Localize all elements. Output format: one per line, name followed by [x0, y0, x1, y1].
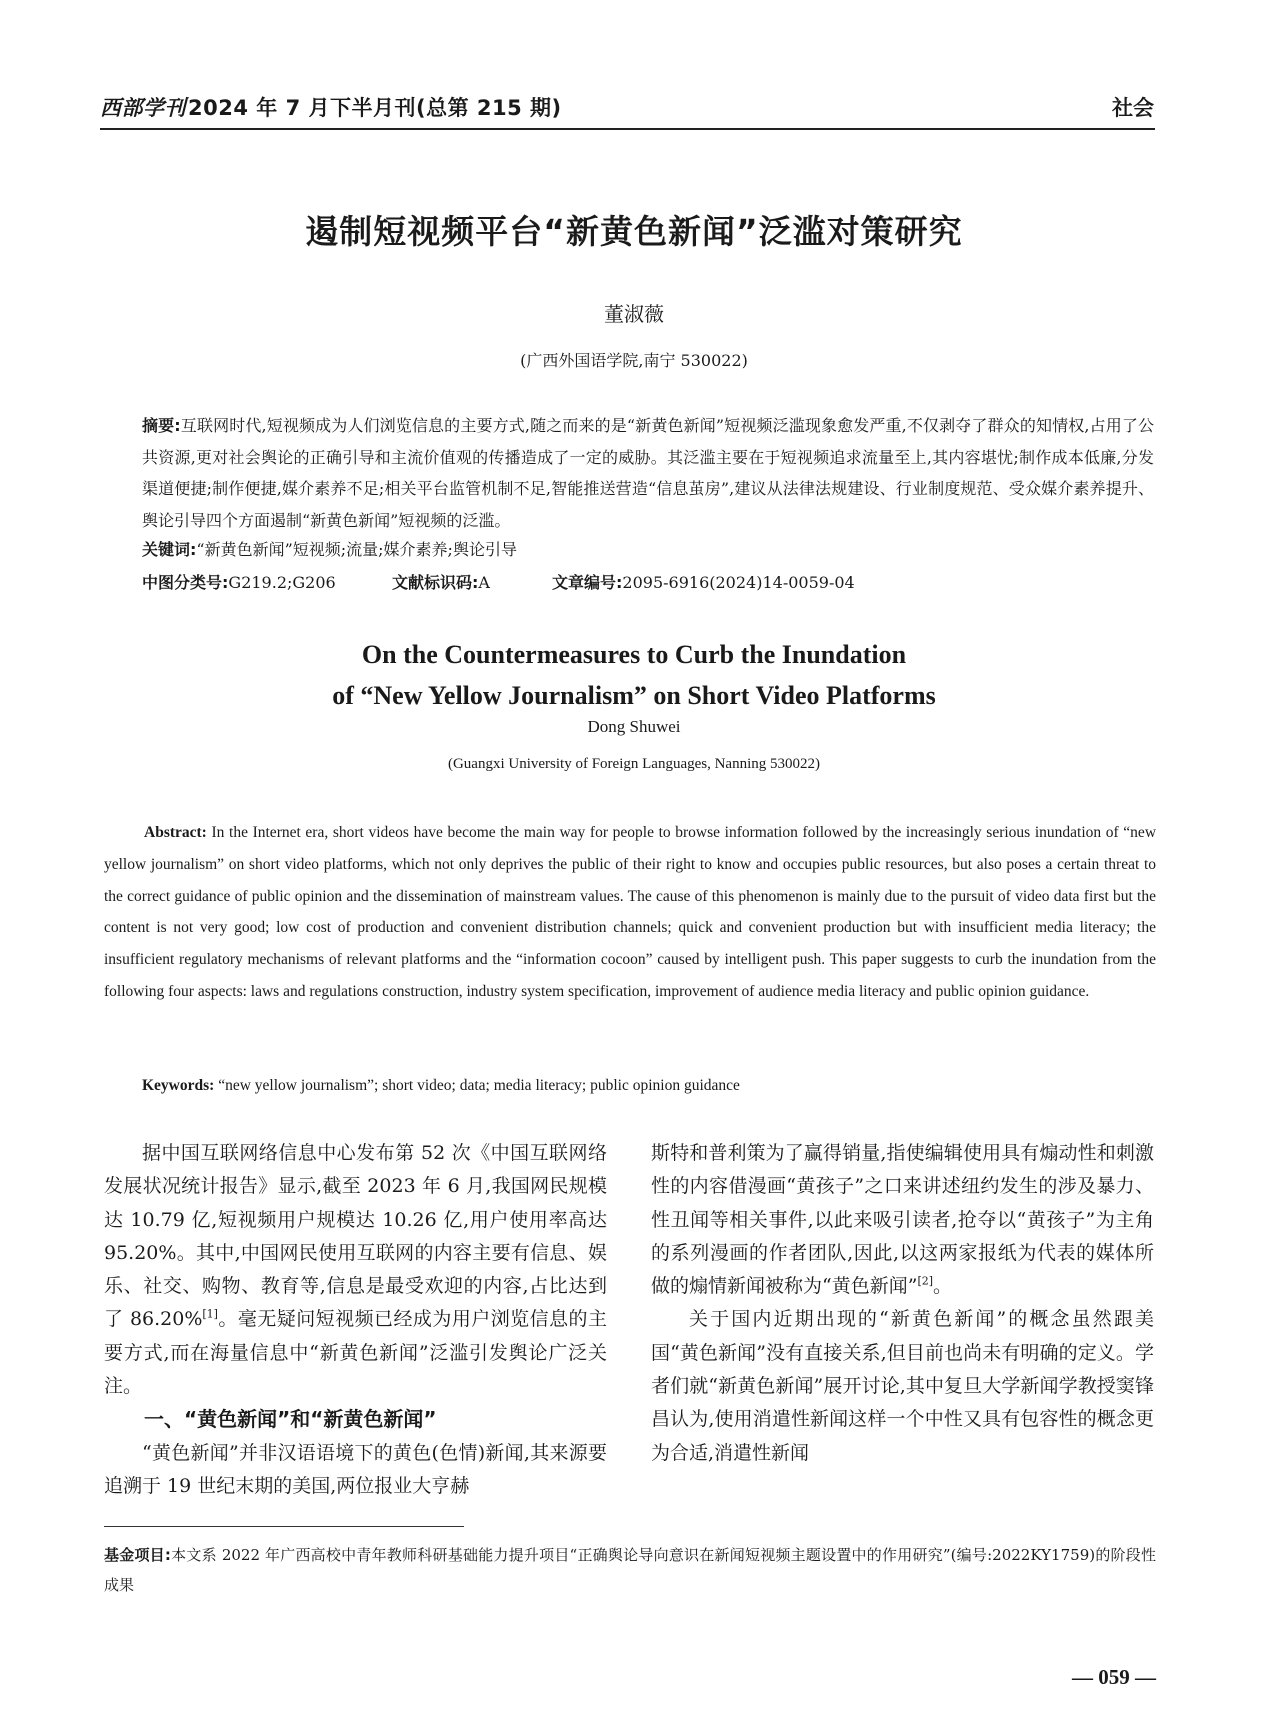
- clc-item: [142, 570, 392, 593]
- cn-affiliation: (广西外国语学院,南宁 530022): [520, 351, 748, 370]
- doc-code-value: A: [478, 573, 490, 592]
- header-rule: [100, 128, 1155, 130]
- cn-title: 遏制短视频平台“新黄色新闻”泛滥对策研究: [305, 212, 963, 251]
- footnote-label: 基金项目:: [104, 1546, 171, 1564]
- paragraph-text-tail: 。: [933, 1275, 953, 1298]
- article-no-value: 2095-6916(2024)14-0059-04: [622, 573, 855, 592]
- doc-code-item: [392, 570, 552, 593]
- en-keywords-label: Keywords:: [142, 1077, 215, 1094]
- body-paragraph: [651, 1303, 1154, 1469]
- paragraph-text: 据中国互联网络信息中心发布第 52 次《中国互联网络发展状况统计报告》显示,截至 2023 年 6 月,我国网民规模达 10.79 亿,短视频用户规模达 10.26 亿,用户使用率高达 95.20%。其中,中国网民使用互联网的内容主要有信息、娱乐、社交、购物、教育等,信息是最受欢迎的内容,占比达到了 86.20%: [104, 1142, 607, 1331]
- en-abstract: [104, 817, 1156, 1008]
- cn-abstract: [142, 410, 1154, 536]
- body-paragraph-continued: [651, 1137, 1154, 1303]
- footnote-rule: [104, 1526, 464, 1527]
- en-abstract-label: Abstract:: [144, 824, 207, 841]
- cn-keywords-text: “新黄色新闻”短视频;流量;媒介素养;舆论引导: [196, 540, 517, 559]
- clc-label: 中图分类号:: [142, 573, 229, 592]
- en-title-line1: On the Countermeasures to Curb the Inundation: [361, 640, 907, 669]
- body-paragraph: [104, 1137, 607, 1403]
- en-keywords: [142, 1077, 1154, 1095]
- journal-header: [100, 92, 562, 122]
- journal-logo: 西部学刊: [100, 95, 186, 120]
- en-author: Dong Shuwei: [587, 717, 681, 736]
- section-heading: 一、“黄色新闻”和“新黄色新闻”: [144, 1407, 437, 1432]
- classification-line: [142, 570, 1154, 593]
- citation-ref: [2]: [917, 1274, 934, 1288]
- cn-author: 董淑薇: [604, 302, 664, 326]
- en-affiliation: (Guangxi University of Foreign Languages, Nanning 530022): [447, 756, 820, 772]
- en-title: [0, 634, 1268, 716]
- article-no-item: [552, 570, 855, 593]
- en-abstract-text: In the Internet era, short videos have become the main way for people to browse information followed by the increasingly serious inundation of “new yellow journalism” on short video platforms, which not only deprives the public of their right to know and occupies public resources, but also poses a certain threat to the correct guidance of public opinion and the dissemination of mainstream values. The cause of this phenomenon is mainly due to the pursuit of video data first but the content is not very good; low cost of production and convenient distribution channels; quick and convenient production but with insufficient media literacy; the insufficient regulatory mechanisms of relevant platforms and the “information cocoon” caused by intelligent push. This paper suggests to curb the inundation from the following four aspects: laws and regulations construction, industry system specification, improvement of audience media literacy and public opinion guidance.: [104, 824, 1157, 1000]
- article-no-label: 文章编号:: [552, 573, 623, 592]
- section-label: 社会: [1112, 96, 1154, 120]
- funding-footnote: [104, 1540, 1156, 1600]
- en-keywords-text: “new yellow journalism”; short video; data; media literacy; public opinion guidance: [218, 1077, 740, 1094]
- cn-keywords: [142, 537, 1154, 560]
- issue-info: 2024 年 7 月下半月刊(总第 215 期): [188, 96, 562, 120]
- clc-value: G219.2;G206: [228, 573, 336, 592]
- paragraph-text-tail: 。毫无疑问短视频已经成为用户浏览信息的主要方式,而在海量信息中“新黄色新闻”泛滥引发舆论广泛关注。: [104, 1308, 607, 1398]
- body-paragraph: [104, 1437, 607, 1504]
- cn-abstract-label: 摘要:: [142, 416, 181, 435]
- page-number: — 059 —: [1072, 1665, 1156, 1689]
- doc-code-label: 文献标识码:: [392, 573, 479, 592]
- paragraph-text: 关于国内近期出现的“新黄色新闻”的概念虽然跟美国“黄色新闻”没有直接关系,但目前也尚未有明确的定义。学者们就“新黄色新闻”展开讨论,其中复旦大学新闻学教授窦锋昌认为,使用消遣性新闻这样一个中性又具有包容性的概念更为合适,消遣性新闻: [651, 1308, 1154, 1464]
- cn-abstract-text: 互联网时代,短视频成为人们浏览信息的主要方式,随之而来的是“新黄色新闻”短视频泛滥现象愈发严重,不仅剥夺了群众的知情权,占用了公共资源,更对社会舆论的正确引导和主流价值观的传播造成了一定的威胁。其泛滥主要在于短视频追求流量至上,其内容堪忧;制作成本低廉,分发渠道便捷;制作便捷,媒介素养不足;相关平台监管机制不足,智能推送营造“信息茧房”,建议从法律法规建设、行业制度规范、受众媒介素养提升、舆论引导四个方面遏制“新黄色新闻”短视频的泛滥。: [142, 416, 1154, 530]
- en-title-line2: of “New Yellow Journalism” on Short Video Platforms: [332, 681, 936, 710]
- paragraph-text: 斯特和普利策为了赢得销量,指使编辑使用具有煽动性和刺激性的内容借漫画“黄孩子”之口来讲述纽约发生的涉及暴力、性丑闻等相关事件,以此来吸引读者,抢夺以“黄孩子”为主角的系列漫画的作者团队,因此,以这两家报纸为代表的媒体所做的煽情新闻被称为“黄色新闻”: [651, 1142, 1154, 1298]
- footnote-text: 本文系 2022 年广西高校中青年教师科研基础能力提升项目“正确舆论导向意识在新闻短视频主题设置中的作用研究”(编号:2022KY1759)的阶段性成果: [104, 1546, 1156, 1594]
- body-right-column: [651, 1137, 1154, 1470]
- citation-ref: [1]: [202, 1308, 218, 1322]
- body-left-column: [104, 1137, 607, 1503]
- paragraph-text: “黄色新闻”并非汉语语境下的黄色(色情)新闻,其来源要追溯于 19 世纪末期的美国,两位报业大亨赫: [104, 1441, 607, 1497]
- cn-keywords-label: 关键词:: [142, 540, 197, 559]
